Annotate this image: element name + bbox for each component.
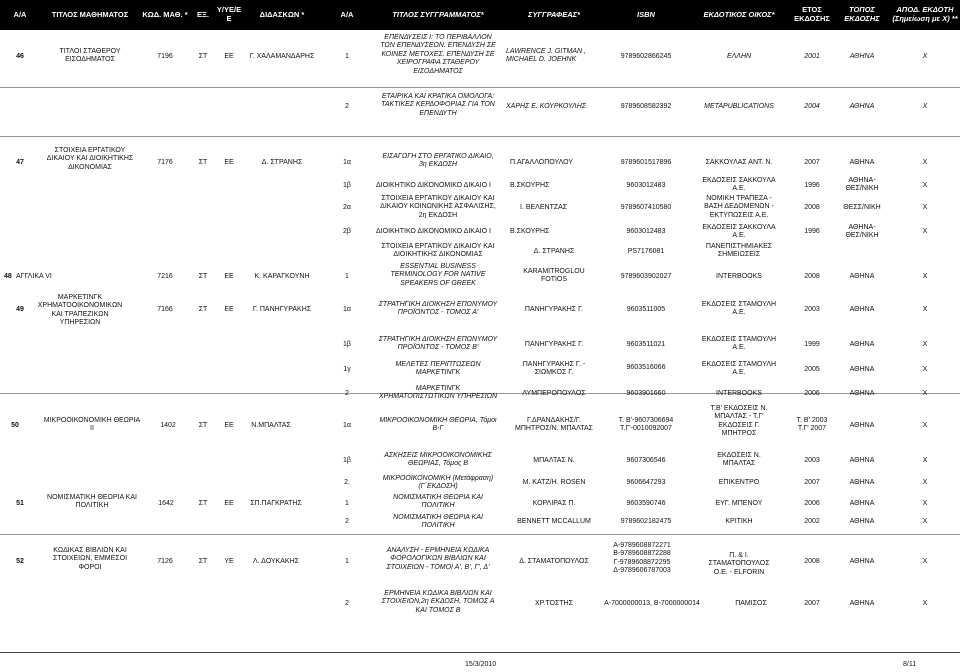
header-type: Υ/ΥΕ/Ε Ε bbox=[216, 5, 242, 23]
semester: ΣΤ bbox=[198, 558, 208, 565]
year: 2007 bbox=[804, 159, 820, 166]
place: ΑΘΗΝΑ bbox=[849, 558, 875, 565]
book-title: ΑΝΑΛΥΣΗ - ΕΡΜΗΝΕΙΑ ΚΩΔΙΚΑ ΦΟΡΟΛΟΓΙΚΩΝ ΒΙΒΛΙΩΝ ΚΑΙ ΣΤΟΙΧΕΙΩΝ - ΤΟΜΟΙ Α', Β', Γ', Δ' bbox=[386, 547, 490, 571]
semester: ΣΤ bbox=[198, 422, 208, 429]
year: 2003 bbox=[804, 306, 820, 313]
teacher: Ν.ΜΠΑΛΤΑΣ bbox=[251, 422, 291, 429]
course-type: ΕΕ bbox=[224, 159, 234, 166]
year: 1996 bbox=[804, 182, 820, 189]
place: ΑΘΗΝΑ bbox=[849, 422, 875, 429]
row-number: 52 bbox=[16, 558, 24, 565]
row-number: 47 bbox=[16, 159, 24, 166]
place: ΑΘΗΝΑ bbox=[849, 366, 875, 373]
publisher-mark: Χ bbox=[922, 390, 928, 397]
book-index: 2. bbox=[344, 479, 350, 486]
course-code: 7216 bbox=[157, 273, 173, 280]
publisher-mark: Χ bbox=[922, 306, 928, 313]
author: LAWRENCE J. GITMAN , MICHAEL D. JOEHNK bbox=[506, 48, 586, 64]
author: Δ. ΣΤΑΜΑΤΟΠΟΥΛΟΣ bbox=[519, 558, 589, 565]
publisher-mark: Χ bbox=[922, 366, 928, 373]
place: ΑΘΗΝΑ- ΘΕΣ/ΝΙΚΗ bbox=[845, 177, 879, 193]
author: BENNETT MCCALLUM bbox=[517, 518, 591, 525]
place: ΑΘΗΝΑ bbox=[849, 103, 875, 110]
row-divider bbox=[0, 87, 960, 88]
isbn: 9789608582392 bbox=[620, 103, 672, 110]
book-index: 1γ bbox=[343, 366, 351, 373]
book-index: 1α bbox=[343, 422, 351, 429]
publisher: Τ.Β' ΕΚΔΟΣΕΙΣ Ν. ΜΠΑΛΤΑΣ - Τ.Γ' ΕΚΔΟΣΕΙΣ Γ. ΜΠΗΤΡΟΣ bbox=[710, 405, 768, 438]
book-index: 1 bbox=[345, 500, 349, 507]
row-number: 49 bbox=[16, 306, 24, 313]
course-code: 7126 bbox=[157, 558, 173, 565]
teacher: ΣΠ.ΠΑΓΚΡΑΤΗΣ bbox=[250, 500, 302, 507]
author: ΛΥΜΠΕΡΟΠΟΥΛΟΣ bbox=[522, 390, 586, 397]
book-title: ΣΤΟΙΧΕΙΑ ΕΡΓΑΤΙΚΟΥ ΔΙΚΑΙΟΥ ΚΑΙ ΔΙΚΑΙΟΥ ΚΟΙΝΩΝΙΚΗΣ ΑΣΦΑΛΙΣΗΣ, 2η ΕΚΔΟΣΗ bbox=[380, 195, 496, 219]
isbn: 9789602866245 bbox=[620, 53, 672, 60]
course-type: ΕΕ bbox=[224, 422, 234, 429]
publisher-mark: Χ bbox=[922, 422, 928, 429]
teacher: Δ. ΣΤΡΑΝΗΣ bbox=[261, 159, 303, 166]
book-index: 2β bbox=[343, 228, 351, 235]
book-title: ESSENTIAL BUSINESS TERMINOLOGY FOR NATIVE SPEAKERS OF GREEK bbox=[390, 263, 486, 287]
publisher: ΚΡΙΤΙΚΗ bbox=[725, 518, 753, 525]
year: 2008 bbox=[804, 204, 820, 211]
year: Τ. Β' 2003 Τ.Γ' 2007 bbox=[796, 417, 828, 433]
publisher-mark: Χ bbox=[922, 182, 928, 189]
isbn: 9603012483 bbox=[626, 182, 666, 189]
publisher-mark: Χ bbox=[922, 159, 928, 166]
author: Π.ΑΓΑΛΛΟΠΟΥΛΟΥ bbox=[510, 159, 574, 166]
book-index: 1β bbox=[343, 341, 351, 348]
place: ΑΘΗΝΑ bbox=[849, 390, 875, 397]
year: 2007 bbox=[804, 479, 820, 486]
isbn: 9603516066 bbox=[626, 364, 666, 371]
year: 2001 bbox=[804, 53, 820, 60]
course-type: ΕΕ bbox=[224, 500, 234, 507]
page-footer bbox=[0, 652, 960, 672]
teacher: Λ. ΔΟΥΚΑΚΗΣ bbox=[253, 558, 299, 565]
author: ΠΑΝΗΓΥΡΑΚΗΣ Γ. bbox=[524, 341, 584, 348]
book-index: 1 bbox=[345, 273, 349, 280]
course-type: ΕΕ bbox=[224, 306, 234, 313]
year: 2008 bbox=[804, 558, 820, 565]
table-header bbox=[0, 0, 960, 30]
place: ΑΘΗΝΑ bbox=[849, 273, 875, 280]
course-code: 1402 bbox=[160, 422, 176, 429]
isbn: PS7176081 bbox=[627, 248, 665, 255]
isbn: 9603012483 bbox=[626, 228, 666, 235]
isbn: 9603590746 bbox=[626, 500, 666, 507]
course-title: ΚΩΔΙΚΑΣ ΒΙΒΛΙΩΝ ΚΑΙ ΣΤΟΙΧΕΙΩΝ, ΕΜΜΕΣΟΙ ΦΟΡΟΙ bbox=[52, 547, 128, 571]
publisher: INTERBOOKS bbox=[716, 273, 762, 280]
isbn: 9603511005 bbox=[626, 306, 666, 313]
publisher: ΣΑΚΚΟΥΛΑΣ ΑΝΤ. Ν. bbox=[705, 159, 773, 166]
course-type: ΕΕ bbox=[224, 53, 234, 60]
isbn: 9607306546 bbox=[626, 457, 666, 464]
book-index: 2 bbox=[345, 600, 349, 607]
book-title: ΜΑΡΚΕΤΙΝΓΚ ΧΡΗΜΑΤΟΠΙΣΤΩΤΙΚΩΝ ΥΠΗΡΕΣΙΩΝ bbox=[378, 385, 498, 401]
year: 2003 bbox=[804, 457, 820, 464]
publisher: ΕΚΔΟΣΕΙΣ Ν. ΜΠΑΛΤΑΣ bbox=[717, 452, 761, 468]
author: ΧΑΡΗΣ Ε. ΚΟΥΡΚΟΥΛΗΣ bbox=[506, 103, 586, 110]
author: ΧΡ.ΤΟΣΤΗΣ bbox=[535, 600, 573, 607]
header-course-code: ΚΩΔ. ΜΑΘ. * bbox=[142, 9, 188, 19]
publisher: ΕΚΔΟΣΕΙΣ ΣΤΑΜΟΥΛΗ Α.Ε. bbox=[701, 361, 777, 377]
header-aa2: Α/Α bbox=[340, 9, 354, 19]
book-index: 1α bbox=[343, 159, 351, 166]
place: ΑΘΗΝΑ bbox=[849, 457, 875, 464]
year: 2006 bbox=[804, 500, 820, 507]
place: ΑΘΗΝΑ bbox=[849, 600, 875, 607]
teacher: Κ. ΚΑΡΑΓΚΟΥΝΗ bbox=[254, 273, 310, 280]
course-title: ΜΑΡΚΕΤΙΝΓΚ ΧΡΗΜΑΤΟΟΙΚΟΝΟΜΙΚΩΝ ΚΑΙ ΤΡΑΠΕΖΙΚΩΝ ΥΠΗΡΕΣΙΩΝ bbox=[37, 294, 123, 327]
book-index: 2 bbox=[345, 390, 349, 397]
publisher: ΕΚΔΟΣΕΙΣ ΣΑΚΚΟΥΛΑ Α.Ε. bbox=[702, 224, 776, 240]
author: ΠΑΝΗΓΥΡΑΚΗΣ Γ. - ΣΙΩΜΚΟΣ Γ. bbox=[522, 361, 586, 377]
author: Γ.ΔΡΑΝΔΑΚΗΣ/Γ. ΜΠΗΤΡΟΣ/Ν. ΜΠΑΛΤΑΣ bbox=[514, 417, 593, 433]
isbn: Α-9789608872271 Β-9789608872288 Γ-9789608872295 Δ-9789606787003 bbox=[613, 542, 671, 575]
publisher: METAPUBLICATIONS bbox=[704, 103, 774, 110]
semester: ΣΤ bbox=[198, 306, 208, 313]
author: ΚΟΡΛΙΡΑΣ Π. bbox=[532, 500, 576, 507]
book-index: 2 bbox=[345, 103, 349, 110]
place: ΑΘΗΝΑ bbox=[849, 159, 875, 166]
place: ΑΘΗΝΑ bbox=[849, 500, 875, 507]
course-code: 7196 bbox=[157, 53, 173, 60]
semester: ΣΤ bbox=[198, 500, 208, 507]
header-teacher: ΔΙΔΑΣΚΩΝ * bbox=[259, 9, 305, 19]
year: 2005 bbox=[804, 366, 820, 373]
author: Ι. ΒΕΛΕΝΤΖΑΣ bbox=[520, 204, 568, 211]
publisher: ΕΛΛΗΝ bbox=[726, 53, 752, 60]
publisher-mark: Χ bbox=[922, 228, 928, 235]
isbn: 9789603902027 bbox=[620, 273, 672, 280]
place: ΑΘΗΝΑ bbox=[849, 341, 875, 348]
semester: ΣΤ bbox=[198, 159, 208, 166]
header-year: ΕΤΟΣ ΕΚΔΟΣΗΣ bbox=[794, 5, 830, 23]
publisher: Π. & Ι. ΣΤΑΜΑΤΟΠΟΥΛΟΣ Ο.Ε. - ELFORIN bbox=[708, 552, 770, 576]
book-title: ΕΠΕΝΔΥΣΕΙΣ Ι: ΤΟ ΠΕΡΙΒΑΛΛΟΝ ΤΩΝ ΕΠΕΝΔΥΣΕΩΝ. ΕΠΕΝΔΥΣΗ ΣΕ ΚΟΙΝΕΣ ΜΕΤΟΧΕΣ. ΕΠΕΝΔΥΣΗ ΣΕ ΧΕΙΡΟΓΡΑΦΑ ΣΤΑΘΕΡΟΥ ΕΙΣΟΔΗΜΑΤΟΣ bbox=[380, 34, 496, 75]
book-title: ΜΙΚΡΟΟΙΚΟΝΟΜΙΚΗ (Μετάφραση) (Γ΄ΕΚΔΟΣΗ) bbox=[382, 475, 494, 491]
course-code: 7176 bbox=[157, 159, 173, 166]
year: 2002 bbox=[804, 518, 820, 525]
header-publisher: ΕΚΔΟΤΙΚΟΣ ΟΙΚΟΣ* bbox=[703, 9, 775, 19]
book-title: ΑΣΚΗΣΕΙΣ ΜΙΚΡΟΟΙΚΟΝΟΜΙΚΗΣ ΘΕΩΡΙΑΣ, Τόμος Β bbox=[384, 452, 492, 468]
book-title: ΜΕΛΕΤΕΣ ΠΕΡΙΠΤΩΣΕΩΝ ΜΑΡΚΕΤΙΝΓΚ bbox=[395, 361, 481, 377]
place: ΑΘΗΝΑ- ΘΕΣ/ΝΙΚΗ bbox=[845, 224, 879, 240]
row-number: 50 bbox=[11, 422, 19, 429]
header-course-title: ΤΙΤΛΟΣ ΜΑΘΗΜΑΤΟΣ bbox=[51, 9, 129, 19]
publisher-mark: Χ bbox=[922, 273, 928, 280]
course-type: ΥΕ bbox=[224, 558, 234, 565]
publisher: ΠΑΜΙΣΟΣ bbox=[735, 600, 767, 607]
book-title: ΝΟΜΙΣΜΑΤΙΚΗ ΘΕΩΡΙΑ ΚΑΙ ΠΟΛΙΤΙΚΗ bbox=[393, 494, 483, 510]
book-index: 1β bbox=[343, 457, 351, 464]
teacher: Γ. ΧΑΛΑΜΑΝΔΑΡΗΣ bbox=[249, 53, 315, 60]
course-title: ΣΤΟΙΧΕΙΑ ΕΡΓΑΤΙΚΟΥ ΔΙΚΑΙΟΥ ΚΑΙ ΔΙΟΙΚΗΤΙΚΗΣ ΔΙΚΟΝΟΜΙΑΣ bbox=[46, 147, 134, 171]
book-title: ΔΙΟΙΚΗΤΙΚΟ ΔΙΚΟΝΟΜΙΚΟ ΔΙΚΑΙΟ Ι bbox=[376, 182, 491, 189]
year: 1999 bbox=[804, 341, 820, 348]
book-title: ΣΤΡΑΤΗΓΙΚΗ ΔΙΟΙΚΗΣΗ ΕΠΩΝΥΜΟΥ ΠΡΟΪΟΝΤΟΣ - ΤΟΜΟΣ Β' bbox=[378, 336, 498, 352]
course-title: ΝΟΜΙΣΜΑΤΙΚΗ ΘΕΩΡΙΑ ΚΑΙ ΠΟΛΙΤΙΚΗ bbox=[47, 494, 137, 510]
book-index: 1 bbox=[345, 53, 349, 60]
book-index: 1 bbox=[345, 558, 349, 565]
author: Μ. KATZ/H. ROSEN bbox=[522, 479, 586, 486]
place: ΘΕΣΣ/ΝΙΚΗ bbox=[843, 204, 881, 211]
row-number: 48 bbox=[4, 273, 12, 280]
publisher-mark: Χ bbox=[922, 204, 928, 211]
isbn: Τ. Β'-9607306694 Τ.Γ'-0010092007 bbox=[618, 417, 674, 433]
isbn: Α-7000000013, Β-7000000014 bbox=[604, 600, 700, 607]
isbn: 9606647293 bbox=[626, 479, 666, 486]
publisher-mark: Χ bbox=[922, 558, 928, 565]
publisher: ΕΚΔΟΣΕΙΣ ΣΤΑΜΟΥΛΗ Α.Ε. bbox=[701, 336, 777, 352]
book-title: ΣΤΟΙΧΕΙΑ ΕΡΓΑΤΙΚΟΥ ΔΙΚΑΙΟΥ ΚΑΙ ΔΙΟΙΚΗΤΙΚΗΣ ΔΙΚΟΝΟΜΙΑΣ bbox=[381, 243, 495, 259]
footer-page-number: 8/11 bbox=[903, 661, 917, 668]
book-title: ΕΙΣΑΓΩΓΗ ΣΤΟ ΕΡΓΑΤΙΚΟ ΔΙΚΑΙΟ, 3η ΕΚΔΟΣΗ bbox=[382, 153, 494, 169]
footer-date: 15/3/2010 bbox=[465, 661, 497, 668]
row-divider bbox=[0, 534, 960, 535]
year: 2007 bbox=[804, 600, 820, 607]
year: 1996 bbox=[804, 228, 820, 235]
publisher: ΕΚΔΟΣΕΙΣ ΣΤΑΜΟΥΛΗ Α.Ε. bbox=[701, 301, 777, 317]
publisher-mark: Χ bbox=[922, 457, 928, 464]
semester: ΣΤ bbox=[198, 273, 208, 280]
isbn: 9603511021 bbox=[626, 341, 666, 348]
publisher: ΕΠΙΚΕΝΤΡΟ bbox=[718, 479, 760, 486]
publisher: ΠΑΝΕΠΙΣΤΗΜΙΑΚΕΣ ΣΗΜΕΙΩΣΕΙΣ bbox=[705, 243, 773, 259]
isbn: 9789607410580 bbox=[620, 204, 672, 211]
book-title: ΜΙΚΡΟΟΙΚΟΝΟΜΙΚΗ ΘΕΩΡΙΑ, Τόμοι Β-Γ bbox=[379, 417, 497, 433]
publisher-mark: Χ bbox=[922, 479, 928, 486]
publisher: ΕΚΔΟΣΕΙΣ ΣΑΚΚΟΥΛΑ Α.Ε. bbox=[702, 177, 776, 193]
header-author: ΣΥΓΓΡΑΦΕΑΣ* bbox=[528, 9, 580, 19]
header-book-title: ΤΙΤΛΟΣ ΣΥΓΓΡΑΜΜΑΤΟΣ* bbox=[392, 9, 484, 19]
book-index: 2 bbox=[345, 518, 349, 525]
header-aa: Α/Α bbox=[13, 9, 27, 19]
year: 2004 bbox=[804, 103, 820, 110]
place: ΑΘΗΝΑ bbox=[849, 306, 875, 313]
publisher-mark: Χ bbox=[922, 341, 928, 348]
header-semester: ΕΞ. bbox=[197, 9, 209, 19]
row-number: 51 bbox=[16, 500, 24, 507]
book-title: ΕΡΜΗΝΕΙΑ ΚΩΔΙΚΑ ΒΙΒΛΙΩΝ ΚΑΙ ΣΤΟΙΧΕΙΩΝ,2η ΕΚΔΟΣΗ, ΤΟΜΟΣ Α ΚΑΙ ΤΟΜΟΣ Β bbox=[381, 590, 495, 614]
row-divider bbox=[0, 136, 960, 137]
author: ΜΠΑΛΤΑΣ Ν. bbox=[533, 457, 575, 464]
author: Β.ΣΚΟΥΡΗΣ bbox=[510, 228, 550, 235]
row-number: 46 bbox=[16, 53, 24, 60]
isbn: 9603901660 bbox=[626, 390, 666, 397]
year: 2008 bbox=[804, 273, 820, 280]
book-title: ΣΤΡΑΤΗΓΙΚΗ ΔΙΟΙΚΗΣΗ ΕΠΩΝΥΜΟΥ ΠΡΟΪΟΝΤΟΣ - ΤΟΜΟΣ Α' bbox=[378, 301, 498, 317]
book-title: ΔΙΟΙΚΗΤΙΚΟ ΔΙΚΟΝΟΜΙΚΟ ΔΙΚΑΙΟ Ι bbox=[376, 228, 491, 235]
publisher: INTERBOOKS bbox=[716, 390, 762, 397]
publisher: ΝΟΜΙΚΗ ΤΡΑΠΕΖΑ - ΒΑΣΗ ΔΕΔΟΜΕΝΩΝ - ΕΚΤΥΠΩΣΕΙΣ Α.Ε. bbox=[704, 195, 774, 219]
author: Β.ΣΚΟΥΡΗΣ bbox=[510, 182, 550, 189]
place: ΑΘΗΝΑ bbox=[849, 518, 875, 525]
header-apod: ΑΠΟΔ. ΕΚΔΟΤΗ (Σημείωση με Χ) ** bbox=[892, 5, 958, 23]
publisher-mark: Χ bbox=[922, 500, 928, 507]
book-title: ΝΟΜΙΣΜΑΤΙΚΗ ΘΕΩΡΙΑ ΚΑΙ ΠΟΛΙΤΙΚΗ bbox=[393, 514, 483, 530]
course-code: 1642 bbox=[158, 500, 174, 507]
header-place: ΤΟΠΟΣ ΕΚΔΟΣΗΣ bbox=[844, 5, 880, 23]
course-title: ΜΙΚΡΟΟΙΚΟΝΟΜΙΚΗ ΘΕΩΡΙΑ II bbox=[43, 417, 141, 433]
publisher-mark: Χ bbox=[922, 518, 928, 525]
semester: ΣΤ bbox=[198, 53, 208, 60]
course-type: ΕΕ bbox=[224, 273, 234, 280]
place: ΑΘΗΝΑ bbox=[849, 479, 875, 486]
year: 2006 bbox=[804, 390, 820, 397]
header-isbn: ISBN bbox=[637, 9, 655, 19]
place: ΑΘΗΝΑ bbox=[849, 53, 875, 60]
isbn: 9789601517896 bbox=[620, 159, 672, 166]
course-title: ΤΙΤΛΟΙ ΣΤΑΘΕΡΟΥ ΕΙΣΟΔΗΜΑΤΟΣ bbox=[59, 48, 121, 64]
book-index: 2α bbox=[343, 204, 351, 211]
publisher-mark: Χ bbox=[922, 103, 928, 110]
teacher: Γ. ΠΑΝΗΓΥΡΑΚΗΣ bbox=[252, 306, 312, 313]
author: ΠΑΝΗΓΥΡΑΚΗΣ Γ. bbox=[524, 306, 584, 313]
author: KARAMITROGLOU FOTIOS bbox=[523, 268, 585, 284]
publisher-mark: Χ bbox=[922, 600, 928, 607]
course-title: ΑΓΓΛΙΚΑ VI bbox=[16, 273, 52, 280]
publisher-mark: Χ bbox=[922, 53, 928, 60]
course-code: 7166 bbox=[157, 306, 173, 313]
book-title: ΕΤΑΙΡΙΚΑ ΚΑΙ ΚΡΑΤΙΚΑ ΟΜΟΛΟΓΑ: ΤΑΚΤΙΚΕΣ ΚΕΡΔΟΦΟΡΙΑΣ ΓΙΑ ΤΟΝ ΕΠΕΝΔΥΤΗ bbox=[381, 93, 495, 117]
isbn: 9789602182475 bbox=[620, 518, 672, 525]
publisher: ΕΥΓ. ΜΠΕΝΟΥ bbox=[715, 500, 763, 507]
book-index: 1β bbox=[343, 182, 351, 189]
author: Δ. ΣΤΡΑΝΗΣ bbox=[533, 248, 575, 255]
book-index: 1α bbox=[343, 306, 351, 313]
